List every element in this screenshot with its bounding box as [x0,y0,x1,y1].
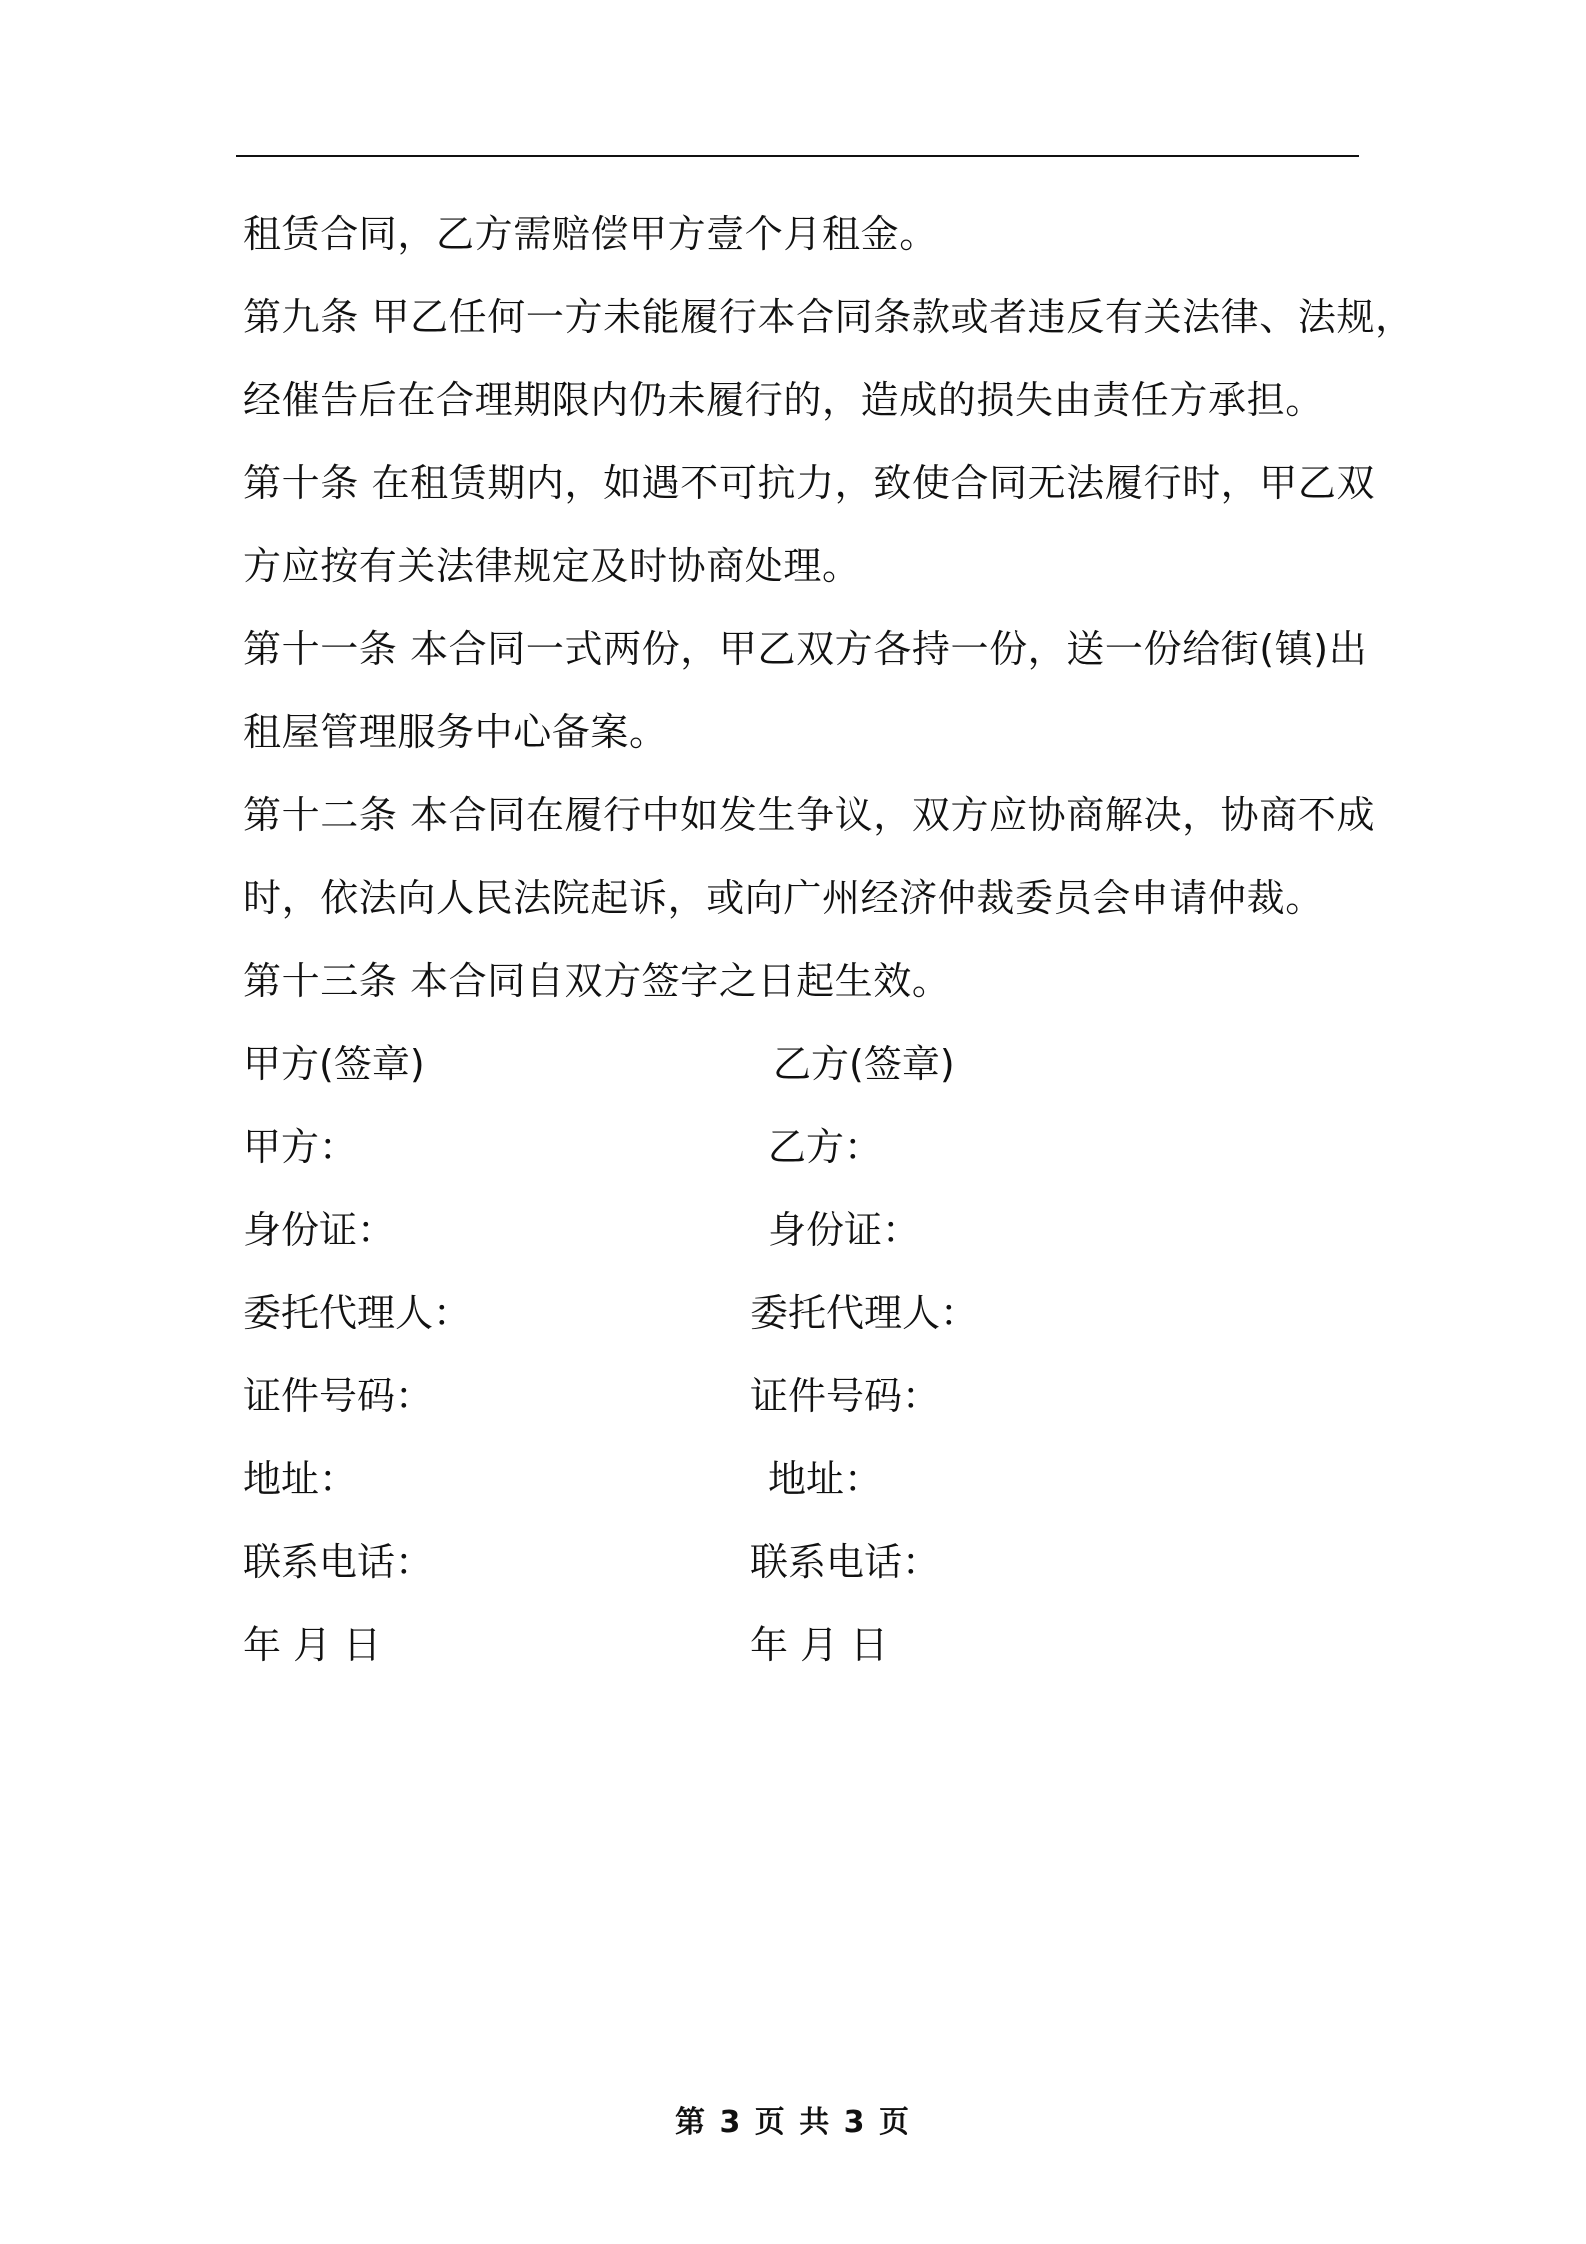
signature-row [243,1272,1373,1355]
party-b-agent-label: 委托代理人： [750,1291,979,1335]
party-b-name-label: 乙方： [768,1125,883,1169]
party-a-address-label: 地址： [243,1457,358,1501]
paragraph-line: 方应按有关法律规定及时协商处理。 [243,544,861,588]
party-b-document-number-label: 证件号码： [750,1374,941,1418]
signature-row [243,1438,1373,1521]
paragraph-line: 经催告后在合理期限内仍未履行的，造成的损失由责任方承担。 [243,378,1324,422]
party-a-seal-label: 甲方(签章) [243,1042,425,1086]
party-b-seal-label: 乙方(签章) [773,1042,955,1086]
paragraph-line: 第九条 甲乙任何一方未能履行本合同条款或者违反有关法律、法规， [243,295,1414,339]
paragraph-line: 第十条 在租赁期内，如遇不可抗力，致使合同无法履行时，甲乙双 [243,461,1376,505]
signature-row [243,1106,1373,1189]
signature-row [243,1521,1373,1604]
signature-row [243,1023,1373,1106]
paragraph-line: 第十二条 本合同在履行中如发生争议，双方应协商解决，协商不成 [243,793,1376,837]
party-a-id-label: 身份证： [243,1208,396,1252]
party-b-phone-label: 联系电话： [750,1540,941,1584]
party-b-date-label: 年 月 日 [750,1623,889,1667]
paragraph-line: 时，依法向人民法院起诉，或向广州经济仲裁委员会申请仲裁。 [243,876,1324,920]
signature-row [243,1355,1373,1438]
party-a-agent-label: 委托代理人： [243,1291,472,1335]
party-a-phone-label: 联系电话： [243,1540,434,1584]
signature-row [243,1189,1373,1272]
party-b-id-label: 身份证： [768,1208,921,1252]
party-a-name-label: 甲方： [243,1125,358,1169]
header-divider [236,155,1359,157]
paragraph-line: 第十三条 本合同自双方签字之日起生效。 [243,959,951,1003]
signature-row [243,1604,1373,1687]
paragraph-line: 第十一条 本合同一式两份，甲乙双方各持一份，送一份给街(镇)出 [243,627,1368,671]
paragraph-line: 租屋管理服务中心备案。 [243,710,668,754]
page-number-footer: 第 3 页 共 3 页 [675,2105,911,2140]
party-a-document-number-label: 证件号码： [243,1374,434,1418]
paragraph-line: 租赁合同，乙方需赔偿甲方壹个月租金。 [243,212,938,256]
contract-body [243,193,1414,1687]
party-b-address-label: 地址： [768,1457,883,1501]
party-a-date-label: 年 月 日 [243,1623,382,1667]
